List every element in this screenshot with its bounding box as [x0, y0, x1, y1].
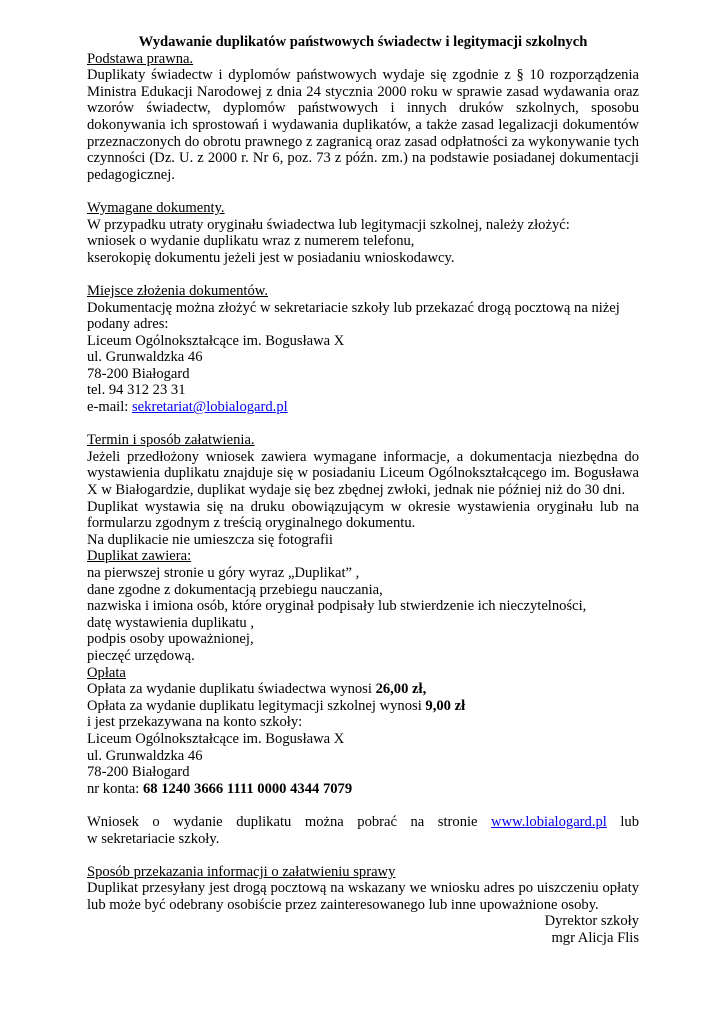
fee-line-1-text: Opłata za wydanie duplikatu świadectwa wynosi	[87, 681, 372, 698]
contains-item: na pierwszej stronie u góry wyraz „Duplikat” ,	[87, 565, 360, 581]
email-label: e-mail:	[87, 399, 129, 416]
term-heading: Termin i sposób załatwienia.	[87, 432, 255, 449]
place-phone: tel. 94 312 23 31	[87, 382, 186, 399]
fee-city: 78-200 Białogard	[87, 764, 190, 781]
fee-line-2	[87, 698, 639, 715]
website-link[interactable]: www.lobialogard.pl	[491, 813, 607, 830]
documents-item: wniosek o wydanie duplikatu wraz z numerem telefonu,	[87, 233, 415, 250]
place-email-line	[87, 399, 639, 416]
spacer	[87, 266, 639, 283]
account-number: 68 1240 3666 1111 0000 4344 7079	[142, 780, 353, 797]
download-word: o	[152, 813, 160, 830]
download-word: duplikatu	[236, 813, 292, 830]
place-heading: Miejsce złożenia dokumentów.	[87, 282, 269, 299]
place-school: Liceum Ogólnokształcące im. Bogusława X	[87, 332, 345, 349]
download-word: stronie	[437, 813, 478, 830]
download-word: Wniosek	[87, 813, 139, 830]
page-title: Wydawanie duplikatów państwowych świadectw i legitymacji szkolnych	[138, 34, 588, 50]
fee-heading: Opłata	[87, 664, 126, 681]
fee-line-2-text: Opłata za wydanie duplikatu legitymacji szkolnej wynosi	[87, 697, 422, 714]
term-text-2: Duplikat wystawia się na druku obowiązującym w okresie wystawienia oryginału lub na formularzu zgodnym z treścią oryginalnego dokumentu.	[87, 498, 639, 532]
download-word: wydanie	[173, 813, 223, 830]
contains-item: podpis osoby upoważnionej,	[87, 631, 254, 648]
term-text-3: Na duplikacie nie umieszcza się fotografii	[87, 531, 333, 548]
delivery-text: Duplikat przesyłany jest drogą pocztową na wskazany we wniosku adres po uiszczeniu opłaty lub może być odebrany osobiście przez zainteresowanego lub inne upoważnione osoby.	[87, 880, 639, 913]
fee-line-1-amount: 26,00 zł,	[375, 681, 427, 698]
spacer	[87, 416, 639, 433]
download-word: lub	[620, 813, 639, 830]
download-line-2: w sekretariacie szkoły.	[87, 830, 220, 847]
fee-school: Liceum Ogólnokształcące im. Bogusława X	[87, 730, 345, 747]
fee-line-2-amount: 9,00 zł	[425, 697, 466, 714]
legal-basis-text: Duplikaty świadectw i dyplomów państwowych wydaje się zgodnie z § 10 rozporządzenia Ministra Edukacji Narodowej z dnia 24 stycznia 2000 roku w sprawie zasad wydawania oraz wzorów świadectw, dyplomów państwowych i innych druków szkolnych, sposobu dokonywania ich sprostowań i wydawania duplikatów, a także zasad legalizacji dokumentów przeznaczonych do obrotu prawnego z zagranicą oraz zasad odpłatności za wykonywanie tych czynności (Dz. U. z 2000 r. Nr 6, poz. 73 z późn. zm.) na podstawie posiadanej dokumentacji pedagogicznej.	[87, 67, 639, 183]
term-text-1: Jeżeli przedłożony wniosek zawiera wymagane informacje, a dokumentacja niezbędna do wystawienia duplikatu znajduje się w posiadaniu Liceum Ogólnokształcącego im. Bogusława X w Białogardzie, duplikat wydaje się bez zbędnej zwłoki, jednak nie później niż do 30 dni.	[87, 448, 639, 499]
signature-role: Dyrektor szkoły	[544, 913, 639, 930]
download-word: pobrać	[357, 813, 397, 830]
document-page	[87, 34, 639, 947]
contains-item: pieczęć urzędową.	[87, 647, 195, 664]
spacer	[87, 797, 639, 814]
signature-name: mgr Alicja Flis	[551, 930, 639, 947]
download-line	[87, 814, 639, 831]
contains-item: dane zgodne z dokumentacją przebiegu nauczania,	[87, 581, 383, 598]
contains-item: datę wystawienia duplikatu ,	[87, 614, 254, 631]
contains-item: nazwiska i imiona osób, które oryginał podpisały lub stwierdzenie ich nieczytelności,	[87, 598, 587, 615]
fee-transfer: i jest przekazywana na konto szkoły:	[87, 714, 303, 731]
account-label: nr konta:	[87, 780, 140, 797]
place-city: 78-200 Białogard	[87, 365, 190, 382]
fee-account-line	[87, 781, 639, 798]
spacer	[87, 183, 639, 200]
delivery-heading: Sposób przekazania informacji o załatwieniu sprawy	[87, 863, 396, 880]
contains-heading: Duplikat zawiera:	[87, 548, 192, 565]
fee-line-1	[87, 681, 639, 698]
documents-item: kserokopię dokumentu jeżeli jest w posiadaniu wnioskodawcy.	[87, 249, 455, 266]
spacer	[87, 847, 639, 864]
documents-intro: W przypadku utraty oryginału świadectwa lub legitymacji szkolnej, należy złożyć:	[87, 216, 570, 233]
download-word: na	[410, 813, 425, 830]
fee-street: ul. Grunwaldzka 46	[87, 747, 203, 764]
place-street: ul. Grunwaldzka 46	[87, 349, 203, 366]
download-word: można	[304, 813, 344, 830]
documents-heading: Wymagane dokumenty.	[87, 199, 225, 216]
email-link[interactable]: sekretariat@lobialogard.pl	[132, 399, 288, 416]
place-text: Dokumentację można złożyć w sekretariacie szkoły lub przekazać drogą pocztową na niżej podany adres:	[87, 299, 620, 333]
legal-basis-heading: Podstawa prawna.	[87, 50, 194, 67]
